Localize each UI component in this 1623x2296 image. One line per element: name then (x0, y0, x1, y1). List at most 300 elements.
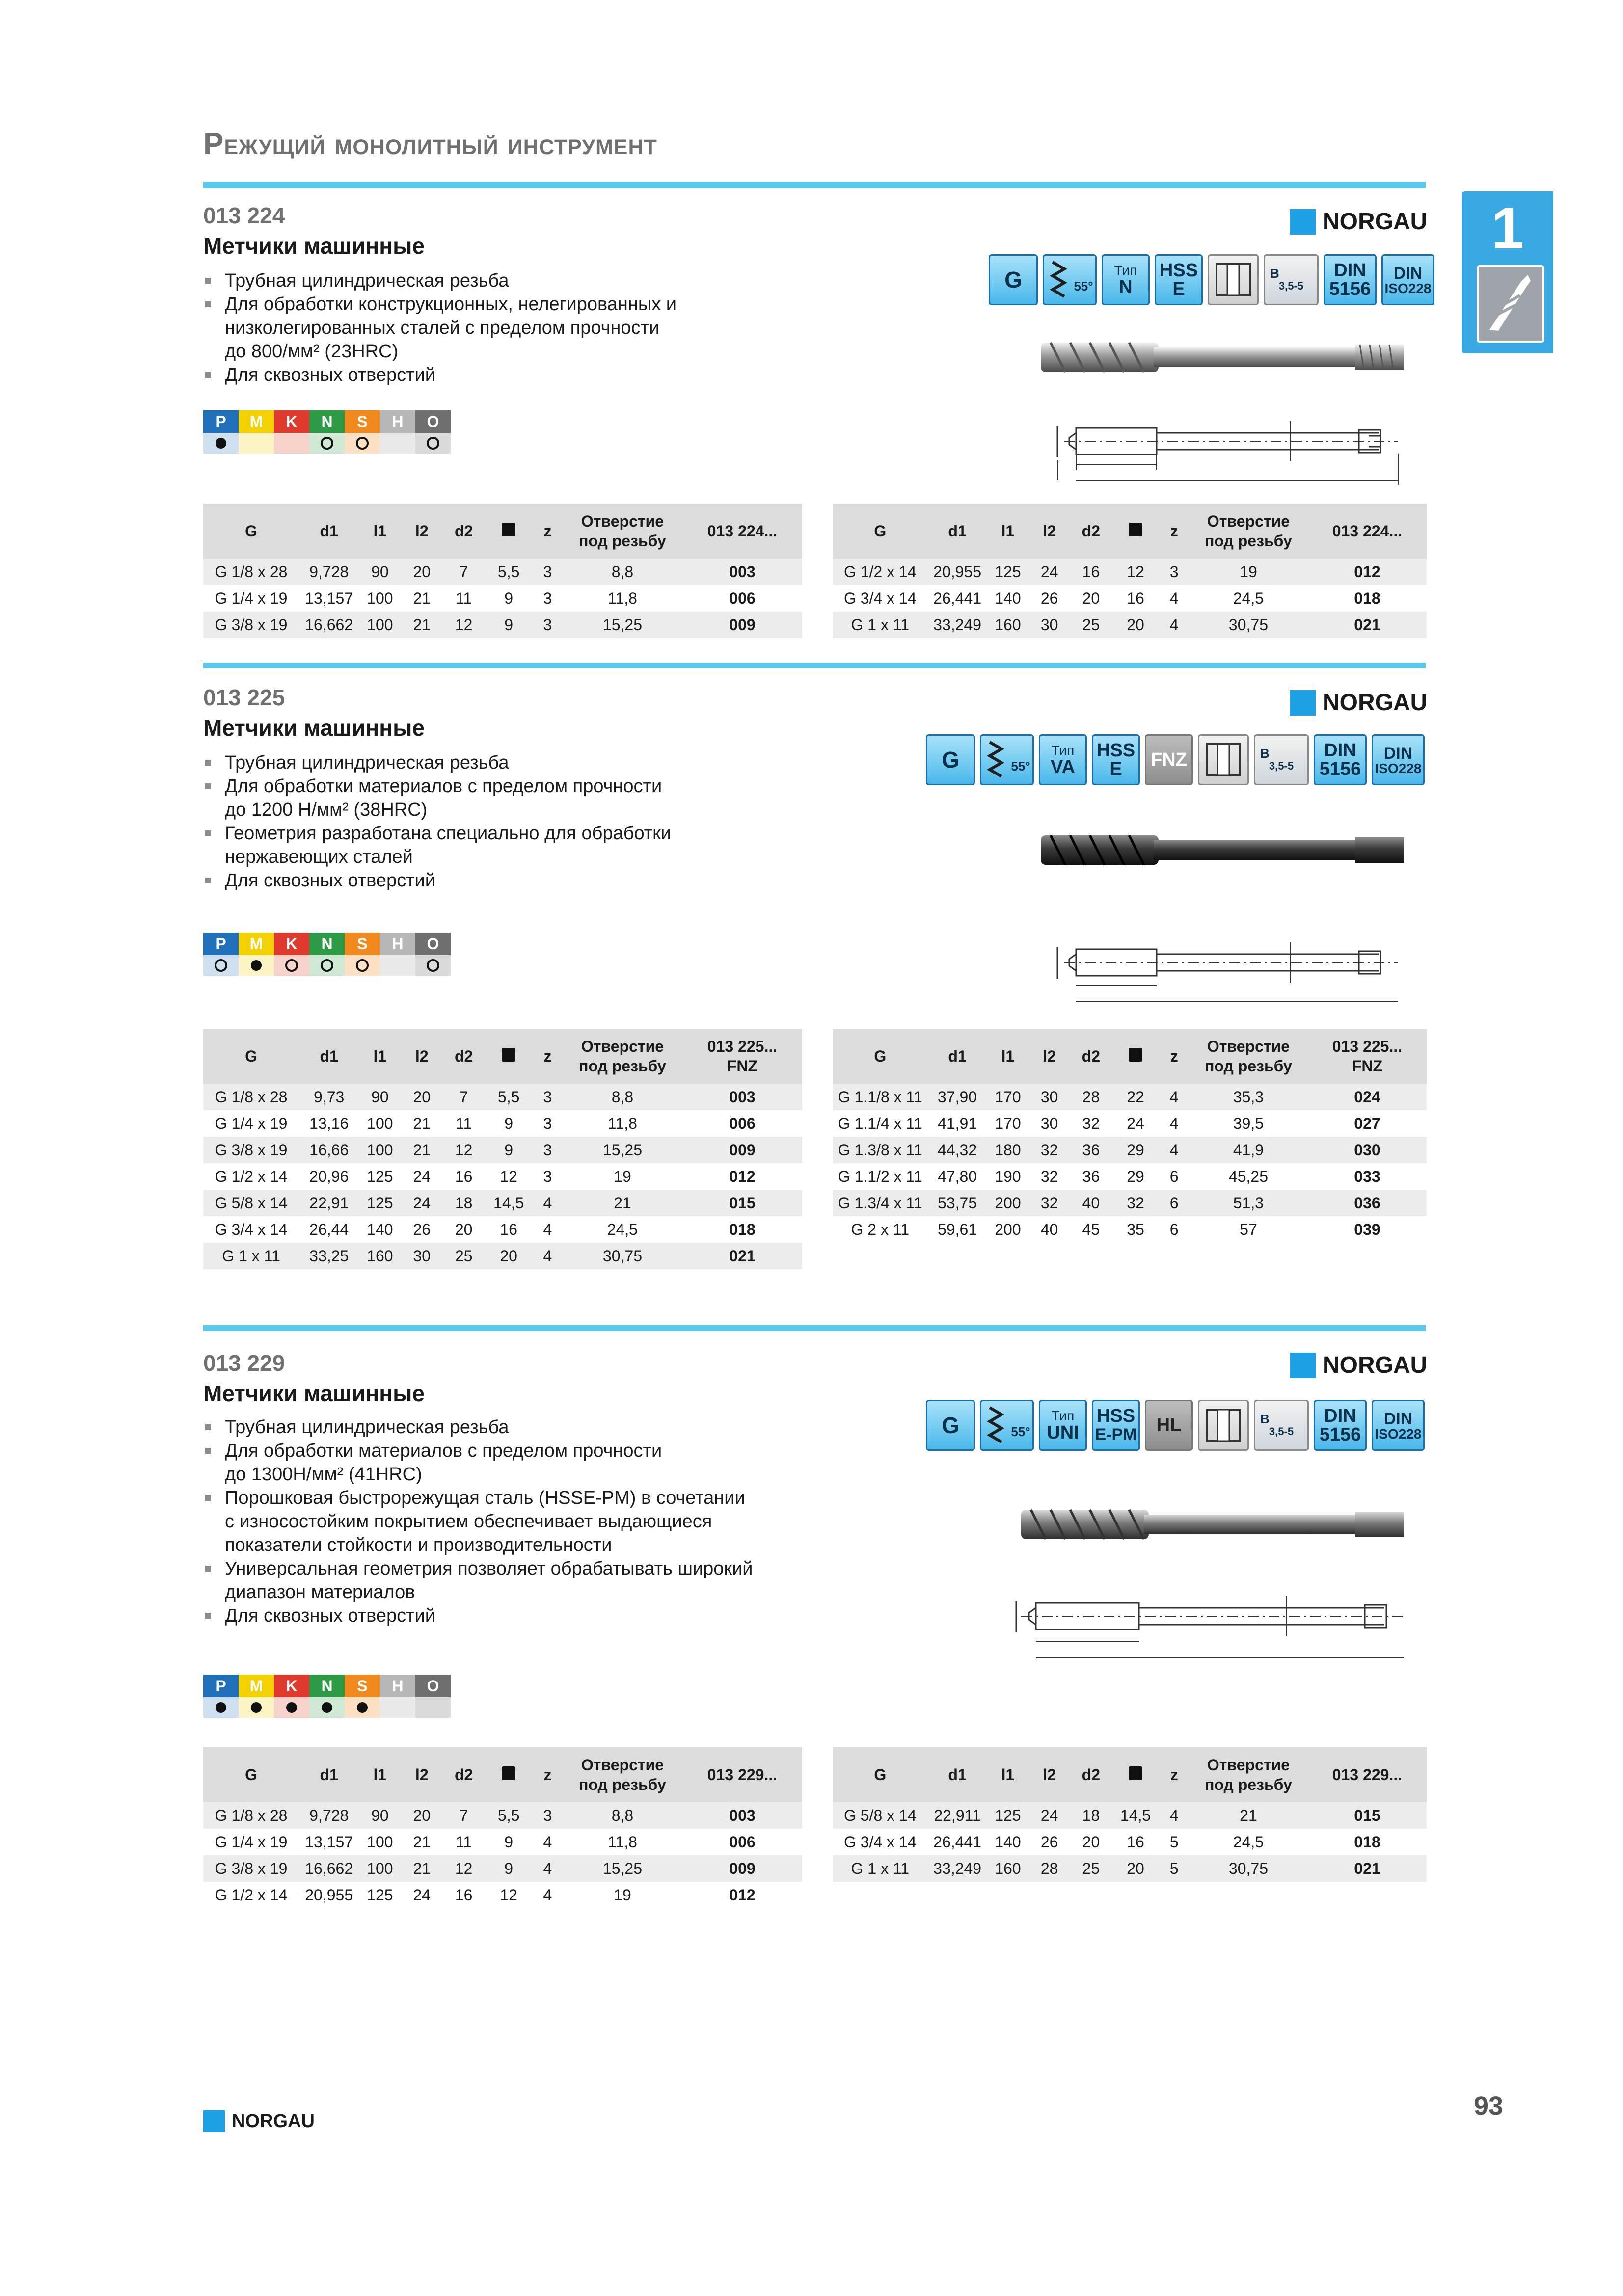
column-header: l2 (1028, 504, 1070, 559)
table-cell: 21 (401, 1855, 443, 1882)
recommended-dot-icon (216, 1702, 226, 1713)
table-cell: 24,5 (1233, 589, 1264, 607)
column-header: z (533, 1747, 563, 1802)
through-hole-icon (1198, 734, 1249, 785)
column-header: z (1159, 1029, 1189, 1084)
table-header-row (833, 1747, 1427, 1802)
column-header: l2 (1028, 1029, 1070, 1084)
table-cell: 32 (1112, 1190, 1160, 1216)
column-header: Отверстие под резьбу (1189, 504, 1308, 559)
material-suitability (380, 1697, 415, 1718)
thread-g-badge: G (926, 1400, 975, 1451)
table-cell: G 1.1/4 x 11 (838, 1114, 922, 1132)
column-header: l2 (1028, 1747, 1070, 1802)
table-cell: 24 (1127, 1114, 1144, 1132)
table-cell: 21 (413, 1114, 431, 1132)
table-cell: 125 (367, 1886, 393, 1904)
table-cell: 4 (543, 1886, 552, 1904)
article-number-cell: 006 (729, 1114, 756, 1132)
article-number-cell: 021 (1308, 1855, 1427, 1882)
spec-table-left (203, 1029, 802, 1269)
table-cell: G 1/4 x 19 (215, 1833, 288, 1851)
table-cell: G 1 x 11 (833, 1855, 928, 1882)
table-row (203, 585, 802, 612)
table-cell: 24,5 (1233, 1833, 1264, 1851)
table-cell: 20 (401, 559, 443, 585)
material-suitability (380, 433, 415, 454)
table-cell: 51,3 (1189, 1190, 1308, 1216)
table-cell: 100 (367, 589, 393, 607)
material-class-h (380, 933, 415, 976)
suitable-circle-icon (427, 437, 439, 450)
spec-table-right (833, 504, 1427, 638)
brand-logo (1290, 689, 1427, 716)
table-cell: 26 (1040, 1833, 1058, 1851)
material-suitability (415, 433, 451, 454)
material-class-label: N (309, 933, 345, 955)
column-header: d1 (928, 1747, 987, 1802)
table-cell: 16 (1070, 559, 1112, 585)
article-number-cell: 027 (1354, 1114, 1380, 1132)
article-number-cell: 003 (682, 559, 802, 585)
table-cell: 40 (1070, 1190, 1112, 1216)
suitable-circle-icon (215, 959, 227, 972)
property-badges (989, 254, 1434, 305)
material-suitability (380, 955, 415, 976)
table-cell: G 1/4 x 19 (215, 589, 288, 607)
article-number-cell: 012 (1308, 559, 1427, 585)
article-number-cell: 012 (729, 1886, 756, 1904)
table-cell: 16 (1127, 589, 1144, 607)
material-class-h (380, 410, 415, 454)
table-cell: 25 (1070, 612, 1112, 638)
material-hss-badge: HSS E (1155, 254, 1203, 305)
table-cell: 9,728 (299, 559, 359, 585)
material-class-s (345, 410, 380, 454)
table-cell: 20 (485, 1243, 533, 1269)
table-cell: 90 (359, 1802, 401, 1829)
table-cell: 8,8 (563, 1802, 682, 1829)
table-cell: 13,157 (305, 1833, 353, 1851)
table-cell: 3 (533, 612, 563, 638)
material-class-label: N (309, 410, 345, 433)
table-cell: 9,73 (299, 1084, 359, 1110)
table-cell: 20,96 (309, 1167, 349, 1185)
material-class-label: K (274, 933, 309, 955)
table-cell: 21 (1189, 1802, 1308, 1829)
material-suitability (274, 1697, 309, 1718)
table-header-row (203, 1029, 802, 1084)
table-cell: G 1/8 x 28 (203, 1084, 299, 1110)
column-header: 013 229... (1308, 1747, 1427, 1802)
table-cell: 59,61 (938, 1220, 977, 1238)
table-cell: 20 (401, 1802, 443, 1829)
recommended-dot-icon (251, 1702, 262, 1713)
column-header: d1 (299, 1747, 359, 1802)
table-cell: 16,66 (299, 1137, 359, 1163)
table-cell: 3 (1159, 559, 1189, 585)
article-number-cell: 024 (1308, 1084, 1427, 1110)
table-cell: G 1.1/8 x 11 (833, 1084, 928, 1110)
table-cell: 24 (1028, 559, 1070, 585)
column-header: G (203, 1029, 299, 1084)
tool-drawing (1011, 1581, 1429, 1670)
table-cell: 125 (359, 1190, 401, 1216)
table-cell: 4 (533, 1243, 563, 1269)
material-class-label: O (415, 410, 451, 433)
material-suitability (239, 1697, 274, 1718)
table-cell: 32 (1040, 1167, 1058, 1185)
table-cell: 170 (987, 1084, 1029, 1110)
material-class-k (274, 1675, 309, 1718)
type-badge: Тип N (1102, 254, 1150, 305)
feature-item-continuation: показатели стойкости и производительности (225, 1535, 612, 1555)
table-cell: 19 (614, 1167, 631, 1185)
table-cell: 26 (1040, 589, 1058, 607)
table-cell: 18 (443, 1190, 485, 1216)
material-class-s (345, 933, 380, 976)
column-header: l1 (359, 504, 401, 559)
brand-text: NORGAU (1323, 209, 1428, 235)
table-cell: 20 (1082, 1833, 1100, 1851)
table-cell: 100 (359, 612, 401, 638)
column-header: d1 (299, 1029, 359, 1084)
table-row (833, 1216, 1427, 1243)
property-badges (926, 1400, 1425, 1451)
table-cell: 100 (367, 1114, 393, 1132)
column-header (485, 1747, 533, 1802)
table-cell: 26,44 (309, 1220, 349, 1238)
spec-table-left (203, 504, 802, 638)
table-cell: 22,911 (928, 1802, 987, 1829)
table-row (833, 1137, 1427, 1163)
article-number-cell: 015 (682, 1190, 802, 1216)
material-class-label: H (380, 1675, 415, 1697)
material-class-label: P (203, 410, 239, 433)
bullet-icon (205, 301, 211, 307)
table-cell: 200 (987, 1190, 1029, 1216)
table-cell: 9,728 (299, 1802, 359, 1829)
table-cell: 20 (401, 1084, 443, 1110)
square-drive-icon (1129, 1766, 1142, 1780)
bullet-icon (205, 278, 211, 284)
feature-item-continuation: нержавеющих сталей (225, 847, 413, 867)
material-suitability (203, 1697, 239, 1718)
material-class-label: S (345, 1675, 380, 1697)
din-iso228-badge: DIN ISO228 (1372, 1400, 1425, 1451)
din-5156-badge: DIN 5156 (1314, 734, 1367, 785)
table-cell: G 1/2 x 14 (215, 1167, 288, 1185)
article-number-cell: 036 (1308, 1190, 1427, 1216)
table-row (203, 559, 802, 585)
table-cell: 41,9 (1189, 1137, 1308, 1163)
material-class-label: K (274, 1675, 309, 1697)
column-header: l1 (359, 1747, 401, 1802)
article-number-cell: 006 (729, 589, 756, 607)
table-cell: 25 (443, 1243, 485, 1269)
material-class-s (345, 1675, 380, 1718)
table-cell: 33,249 (928, 1855, 987, 1882)
table-cell: 125 (987, 1802, 1029, 1829)
feature-item: Универсальная геометрия позволяет обрабатывать широкий (203, 1557, 783, 1580)
table-cell: 53,75 (928, 1190, 987, 1216)
table-cell: 3 (533, 1802, 563, 1829)
table-cell: 12 (500, 1886, 517, 1904)
column-header: G (833, 1029, 928, 1084)
brand-text: NORGAU (1323, 1352, 1428, 1378)
tool-drawing (1055, 928, 1428, 1016)
table-cell: 16,662 (299, 612, 359, 638)
table-cell: 26 (413, 1220, 431, 1238)
column-header: Отверстие под резьбу (1189, 1747, 1308, 1802)
column-header: l2 (401, 1747, 443, 1802)
column-header: d1 (928, 504, 987, 559)
column-header: 013 224... (1308, 504, 1427, 559)
table-cell: 6 (1169, 1167, 1179, 1185)
feature-item: Для обработки материалов с пределом прочности (203, 1439, 783, 1463)
table-cell: 4 (533, 1190, 563, 1216)
table-cell: 12 (443, 1137, 485, 1163)
column-header (1112, 1747, 1160, 1802)
through-hole-icon (1208, 254, 1259, 305)
material-suitability (239, 433, 274, 454)
page-number: 93 (1474, 2091, 1504, 2121)
square-drive-icon (502, 1048, 515, 1062)
table-cell: 22,91 (299, 1190, 359, 1216)
table-cell: 5,5 (485, 1084, 533, 1110)
thread-g-badge: G (926, 734, 975, 785)
column-header: G (203, 1747, 299, 1802)
material-suitability (415, 955, 451, 976)
brand-logo (1290, 1352, 1427, 1379)
table-cell: 4 (543, 1833, 552, 1851)
table-row (203, 612, 802, 638)
table-cell: 16,662 (299, 1855, 359, 1882)
table-cell: 47,80 (938, 1167, 977, 1185)
table-row (203, 1163, 802, 1190)
table-cell: 6 (1159, 1190, 1189, 1216)
suitable-circle-icon (321, 437, 333, 450)
table-cell: 20,955 (928, 559, 987, 585)
column-header: z (1159, 504, 1189, 559)
column-header: 013 225... FNZ (1308, 1029, 1427, 1084)
column-header: z (533, 1029, 563, 1084)
table-cell: 100 (359, 1137, 401, 1163)
table-row (833, 1855, 1427, 1882)
material-class-n (309, 933, 345, 976)
material-class-label: P (203, 1675, 239, 1697)
table-cell: 190 (995, 1167, 1021, 1185)
table-cell: 11,8 (608, 1114, 637, 1132)
feature-item: Геометрия разработана специально для обработки (203, 822, 719, 845)
table-cell: 20 (1112, 1855, 1160, 1882)
table-cell: 125 (367, 1167, 393, 1185)
table-cell: 180 (987, 1137, 1029, 1163)
table-cell: 20 (455, 1220, 473, 1238)
feature-item: Порошковая быстрорежущая сталь (HSSE-PM) в сочетании (203, 1486, 783, 1510)
suitable-circle-icon (427, 959, 439, 972)
material-suitability (345, 433, 380, 454)
chapter-tab[interactable] (1462, 191, 1553, 353)
material-suitability (274, 433, 309, 454)
table-cell: 3 (543, 1114, 552, 1132)
table-cell: 36 (1070, 1137, 1112, 1163)
material-classes (203, 1675, 451, 1718)
table-cell: 16 (500, 1220, 517, 1238)
feature-item: Для обработки материалов с пределом прочности (203, 774, 719, 798)
type-badge: Тип UNI (1039, 1400, 1087, 1451)
table-row (203, 1137, 802, 1163)
column-header: l1 (987, 1029, 1029, 1084)
table-cell: 18 (1070, 1802, 1112, 1829)
bullet-icon (205, 830, 211, 836)
table-row (833, 1829, 1427, 1855)
column-header: d2 (443, 1747, 485, 1802)
through-hole-icon (1198, 1400, 1249, 1451)
table-header-row (203, 1747, 802, 1802)
table-cell: 39,5 (1233, 1114, 1264, 1132)
article-number-cell: 018 (1354, 1833, 1380, 1851)
table-cell: 100 (359, 1855, 401, 1882)
column-header (1112, 1029, 1160, 1084)
table-cell: G 3/4 x 14 (843, 1833, 917, 1851)
drill-icon (1477, 265, 1544, 343)
thread-angle-icon: 55° (980, 734, 1034, 785)
footer-brand-logo (203, 2110, 315, 2132)
table-cell: 4 (1169, 1114, 1179, 1132)
table-cell: G 1/2 x 14 (833, 559, 928, 585)
column-header: l2 (401, 504, 443, 559)
feature-item: Трубная цилиндрическая резьба (203, 1415, 783, 1439)
column-header: l2 (401, 1029, 443, 1084)
tool-drawing (1055, 406, 1428, 495)
square-drive-icon (502, 523, 515, 536)
table-cell: 16 (1127, 1833, 1144, 1851)
thread-angle-icon: 55° (980, 1400, 1034, 1451)
table-cell: 30 (1028, 612, 1070, 638)
article-code: 013 224 (203, 203, 285, 228)
table-cell: G 5/8 x 14 (833, 1802, 928, 1829)
article-number-cell: 003 (682, 1802, 802, 1829)
table-cell: 11,8 (608, 589, 637, 607)
section-rule (203, 663, 1426, 668)
table-cell: 14,5 (1112, 1802, 1160, 1829)
table-cell: 4 (1159, 1802, 1189, 1829)
table-cell: 24 (413, 1167, 431, 1185)
table-cell: 200 (995, 1220, 1021, 1238)
table-cell: 24,5 (607, 1220, 638, 1238)
table-cell: 90 (359, 559, 401, 585)
table-row (203, 1084, 802, 1110)
table-cell: 30,75 (563, 1243, 682, 1269)
article-number-cell: 009 (682, 1855, 802, 1882)
article-number-cell: 021 (682, 1243, 802, 1269)
table-cell: 30,75 (1189, 1855, 1308, 1882)
table-cell: 6 (1169, 1220, 1179, 1238)
product-name: Метчики машинные (203, 233, 425, 259)
property-badges (926, 734, 1425, 785)
table-cell: 11 (456, 1114, 472, 1132)
material-class-label: S (345, 410, 380, 433)
table-cell: 4 (1159, 1084, 1189, 1110)
table-cell: 9 (485, 1137, 533, 1163)
table-cell: 22 (1112, 1084, 1160, 1110)
table-row (833, 612, 1427, 638)
table-cell: 28 (1070, 1084, 1112, 1110)
table-cell: 12 (500, 1167, 517, 1185)
bullet-icon (205, 1495, 211, 1501)
coating-badge: FNZ (1145, 734, 1193, 785)
table-cell: G 3/4 x 14 (215, 1220, 288, 1238)
table-cell: 5,5 (485, 559, 533, 585)
brand-square (1290, 1353, 1316, 1378)
table-cell: 9 (485, 1855, 533, 1882)
table-cell: 25 (1070, 1855, 1112, 1882)
material-classes (203, 933, 451, 976)
spec-table-left (203, 1747, 802, 1908)
table-cell: 30,75 (1189, 612, 1308, 638)
thread-angle-icon: 55° (1043, 254, 1097, 305)
material-class-label: P (203, 933, 239, 955)
article-number-cell: 015 (1308, 1802, 1427, 1829)
tool-photo (1011, 1497, 1424, 1552)
column-header: Отверстие под резьбу (563, 1029, 682, 1084)
table-cell: 8,8 (563, 559, 682, 585)
material-hss-badge: HSS E-PM (1092, 1400, 1140, 1451)
bullet-icon (205, 1424, 211, 1430)
article-code: 013 229 (203, 1350, 285, 1376)
thread-g-badge: G (989, 254, 1038, 305)
table-cell: G 1.1/2 x 11 (838, 1167, 922, 1185)
feature-item: Для обработки конструкционных, нелегированных и (203, 293, 719, 316)
material-suitability (309, 433, 345, 454)
table-cell: 9 (504, 1114, 514, 1132)
column-header: d2 (1070, 1747, 1112, 1802)
table-cell: 21 (413, 589, 431, 607)
table-cell: 32 (1028, 1190, 1070, 1216)
table-cell: 20 (1082, 589, 1100, 607)
column-header (1112, 504, 1160, 559)
table-cell: 7 (443, 1084, 485, 1110)
material-class-p (203, 1675, 239, 1718)
table-row (833, 1802, 1427, 1829)
table-cell: 4 (1159, 612, 1189, 638)
table-cell: 8,8 (563, 1084, 682, 1110)
chamfer-form-b-icon: B 3,5-5 (1254, 734, 1309, 785)
table-cell: 15,25 (563, 612, 682, 638)
table-cell: G 1 x 11 (833, 612, 928, 638)
table-cell: 37,90 (928, 1084, 987, 1110)
material-suitability (239, 955, 274, 976)
table-cell: G 1 x 11 (203, 1243, 299, 1269)
chamfer-form-b-icon: B 3,5-5 (1264, 254, 1319, 305)
table-cell: G 3/4 x 14 (843, 589, 917, 607)
column-header (485, 1029, 533, 1084)
material-class-label: S (345, 933, 380, 955)
column-header: d2 (1070, 1029, 1112, 1084)
table-row (833, 1110, 1427, 1137)
table-cell: 15,25 (563, 1137, 682, 1163)
table-cell: 40 (1040, 1220, 1058, 1238)
feature-item-continuation: до 1200 Н/мм² (38HRC) (225, 800, 428, 820)
table-row (203, 1855, 802, 1882)
table-cell: 160 (987, 1855, 1029, 1882)
table-cell: 45,25 (1228, 1167, 1268, 1185)
table-cell: 12 (1112, 559, 1160, 585)
table-header-row (833, 504, 1427, 559)
table-cell: 33,249 (928, 612, 987, 638)
column-header: d1 (928, 1029, 987, 1084)
